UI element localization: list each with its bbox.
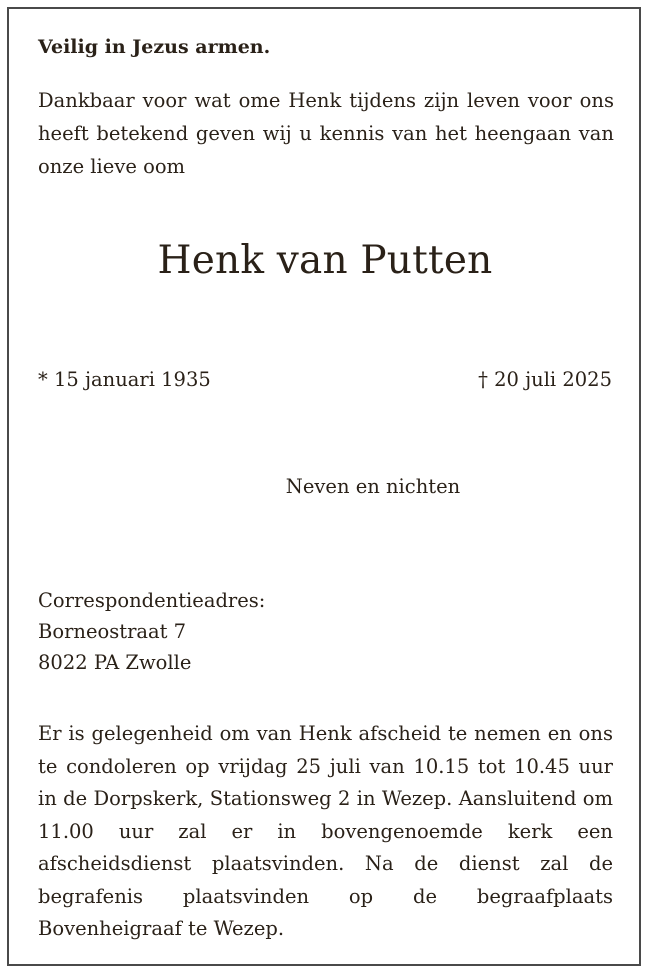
closing-paragraph: Er is gelegenheid om van Henk afscheid te nemen en ons te condoleren op vrijdag 25 juli van 10.15 tot 10.45 uur in de Dorpskerk, Stationsweg 2 in Wezep. Aansluitend om 11.00 uur zal er in bovengenoemde kerk een afscheidsdienst plaatsvinden. Na de dienst zal de begrafenis plaatsvinden op de begraafplaats Bovenheigraaf te Wezep. <box>38 722 613 940</box>
death-date: † 20 juli 2025 <box>478 368 612 391</box>
address-street: Borneostraat 7 <box>38 620 187 643</box>
verse-heading: Veilig in Jezus armen. <box>38 36 271 58</box>
life-dates <box>38 368 612 391</box>
birth-date: * 15 januari 1935 <box>38 368 211 391</box>
deceased-name: Henk van Putten <box>157 238 493 283</box>
address-label: Correspondentieadres: <box>38 589 266 612</box>
correspondence-address <box>38 585 265 678</box>
signatory: Neven en nichten <box>285 475 461 498</box>
address-city: 8022 PA Zwolle <box>38 651 192 674</box>
intro-paragraph: Dankbaar voor wat ome Henk tijdens zijn leven voor ons heeft betekend geven wij u kennis van het heengaan van onze lieve oom <box>38 89 614 178</box>
